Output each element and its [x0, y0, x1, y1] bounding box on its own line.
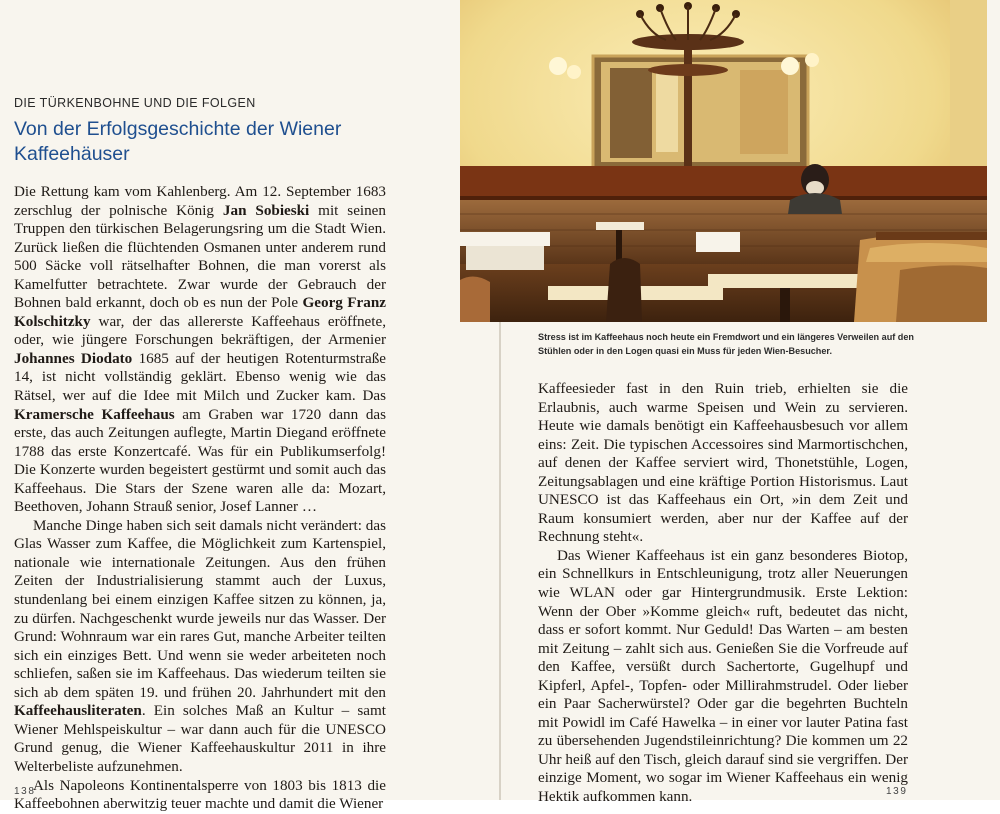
page-number-left: 138 [14, 786, 36, 797]
page-number-right: 139 [886, 786, 908, 797]
left-page [0, 0, 499, 813]
text-run: Manche Dinge haben sich seit damals nicht verändert: das Glas Wasser zum Kaffee, die Möglichkeit zum Kartenspiel, nationale wie internationale Zeitungen. Aus den frühen Zeiten der Industrialisierung stammt auch der Luxus, stundenlang bei einem einzigen Kaffee sitzen zu können, ja, zu dürfen. Nachgeschenkt wurde jeweils nur das Wasser. Der Grund: Wohnraum war ein rares Gut, manche Arbeiter teilten sich ein einziges Bett. Und wenn sie weder arbeiteten noch schliefen, saßen sie im Kaffeehaus. Das wiederum teilten sie sich ab dem späten 19. und frühen 20. Jahrhundert mit den [14, 516, 386, 701]
section-kicker: DIE TÜRKENBOHNE UND DIE FOLGEN [14, 96, 256, 110]
body-paragraph [14, 517, 386, 777]
text-run: Als Napoleons Kontinentalsperre von 1803 bis 1813 die Kaffeebohnen aberwitzig teuer machte und damit die Wiener [14, 776, 386, 813]
photo-caption: Stress ist im Kaffeehaus noch heute ein Fremdwort und ein längeres Verweilen auf den Stühlen oder in den Logen quasi ein Muss für jeden Wien-Besucher. [538, 332, 914, 356]
text-run: 1685 auf der heutigen Rotenturmstraße 14, ist nicht vollständig geklärt. Ebenso wenig wie das Rätsel, wer auf die Idee mit Milch und Zucker kam. Das [14, 349, 386, 405]
bold-term: Kaffeehausliteraten [14, 702, 142, 720]
bold-term: Kramersche Kaffeehaus [14, 405, 175, 423]
bold-term: Jan Sobieski [222, 201, 310, 219]
bold-term: Johannes Diodato [14, 349, 133, 367]
cafe-interior-illustration [460, 0, 987, 322]
text-run: Das Wiener Kaffeehaus ist ein ganz besonderes Biotop, ein Schnellkurs in Entschleunigung, trotz aller Neuerungen wie WLAN oder gar Hintergrundmusik. Erste Lektion: Wenn der Ober »Komme gleich« ruft, bedeutet das nicht, dass er sofort kommt. Nur Geduld! Das Warten – am besten mit Zeitung – zahlt sich aus. Genießen Sie die Vorfreude auf den Kaffee, versüßt durch Sachertorte, Gugelhupf und Kipferl, Apfel-, Topfen- oder Millirahmstrudel. Oder lieber ein Paar Sacherwürstel? Oder gar die begehrten Buchteln mit Powidl im Café Hawelka – in einer vor lauter Patina fast zu übersehenden Jugendstileinrichtung? Die kommen um 22 Uhr heiß auf den Tisch, gleich darauf sind sie vergriffen. Der einzige Moment, wo sogar im Wiener Kaffeehaus ein wenig Hektik aufkommen kann. [538, 546, 908, 806]
body-paragraph [538, 380, 908, 547]
text-run: am Graben war 1720 dann das erste, das auch Zeitungen auflegte, Martin Diegand eröffnete 1788 das erste Konzertcafé. Was für ein Publikumserfolg! Die Konzerte wurden begeistert gestürmt und somit auch das Kaffeehaus. Die Stars der Szene waren alle da: Mozart, Beethoven, Johann Strauß senior, Josef Lanner … [14, 405, 386, 516]
text-run: mit seinen Truppen den türkischen Belagerungsring um die Stadt Wien. Zurück ließen die flüchtenden Osmanen unter anderem rund 500 Säcke voll rätselhafter Bohnen, die man vorerst als Kamelfutter betrachtete. Zwar wurde der Gebrauch der Bohnen bald erkannt, doch ob es nun der Pole [14, 201, 386, 312]
body-paragraph [14, 183, 386, 517]
cafe-interior-photo [460, 0, 987, 322]
text-run: war, der das allererste Kaffeehaus eröffnete, oder, wie jüngere Forschungen bekräftigen, der Armenier [14, 312, 386, 349]
text-run: . Ein solches Maß an Kultur – samt Wiener Mehlspeiskultur – war dann auch für die UNESCO Grund genug, die Wiener Kaffeehauskultur 2011 in ihre Welterbeliste aufzunehmen. [14, 702, 386, 775]
right-page [501, 0, 1000, 806]
chapter-headline: Von der Erfolgsgeschichte der Wiener Kaffeehäuser [14, 118, 342, 165]
right-body-text [538, 380, 908, 807]
left-body-text [14, 183, 386, 814]
text-run: Kaffeesieder fast in den Ruin trieb, erhielten sie die Erlaubnis, auch warme Speisen und Wein zu servieren. Heute wie damals benötigt ein Kaffeehausbesuch vor allem eins: Zeit. Die typischen Accessoires sind Marmortischchen, auf denen der Kaffee serviert wird, Thonetstühle, Logen, Zeitungsablagen und eine kräftige Portion Historismus. Laut UNESCO ist das Kaffeehaus ein Ort, »in dem Zeit und Raum konsumiert werden, aber nur der Kaffee auf der Rechnung steht«. [538, 380, 908, 546]
bold-term: Georg Franz Kolschitzky [14, 294, 386, 330]
text-run: Die Rettung kam vom Kahlenberg. Am 12. September 1683 zerschlug der polnische König [14, 183, 386, 219]
body-paragraph [14, 777, 386, 814]
body-paragraph [538, 547, 908, 807]
